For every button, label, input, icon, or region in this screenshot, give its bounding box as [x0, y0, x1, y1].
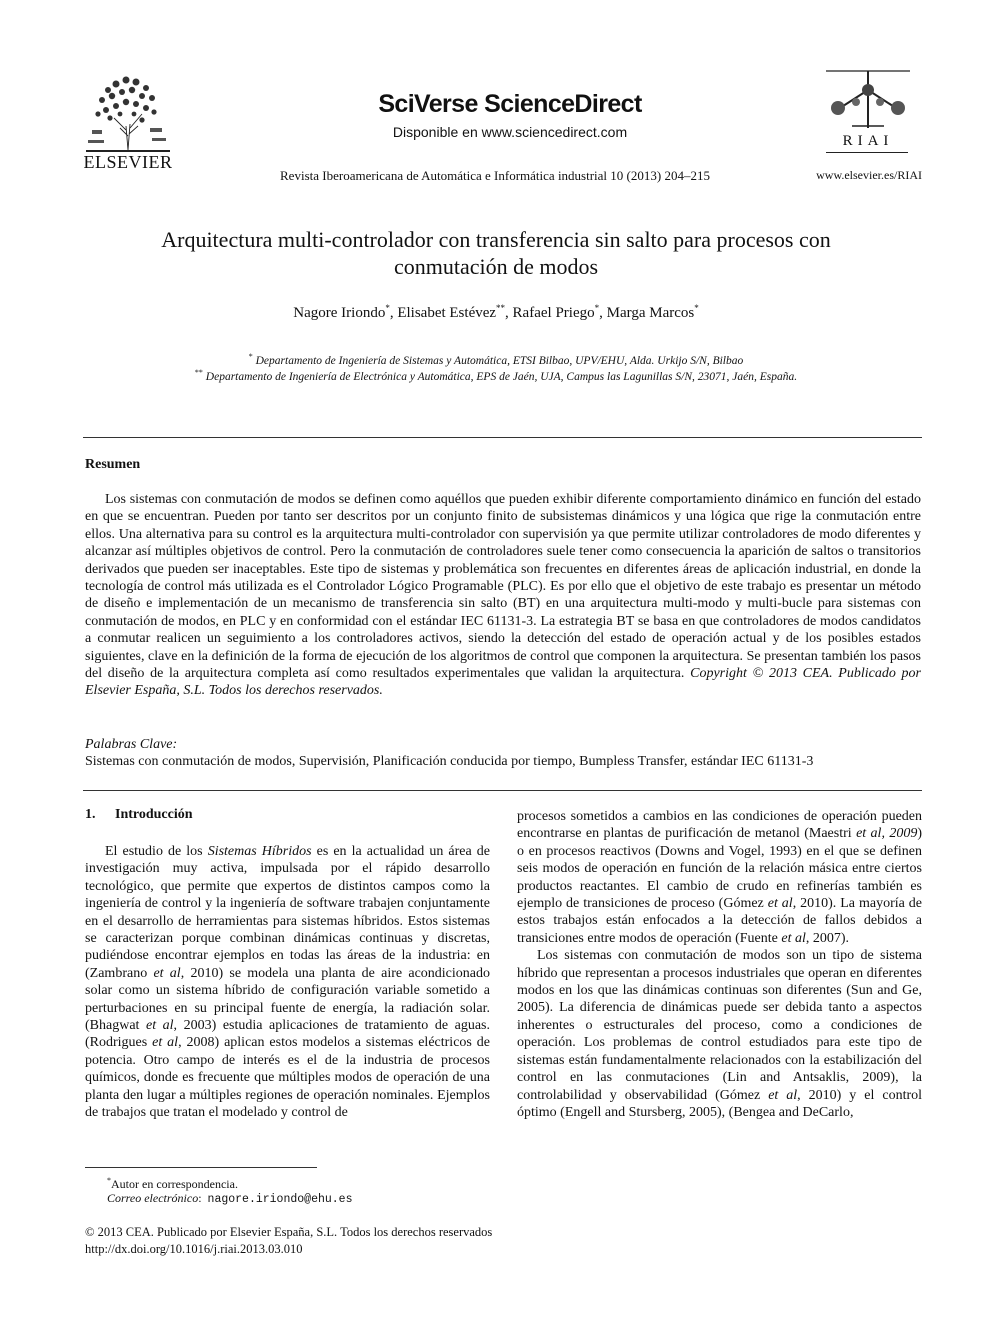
abstract-heading: Resumen	[85, 457, 141, 472]
article-title	[100, 226, 892, 280]
abstract-body	[85, 491, 921, 700]
section-heading	[85, 807, 193, 823]
author-list: Nagore Iriondo*, Elisabet Estévez**, Rafael Priego*, Marga Marcos*	[293, 303, 699, 321]
email-link[interactable]: nagore.iriondo@ehu.es	[207, 1193, 353, 1206]
title-line-2: conmutación de modos	[393, 254, 599, 279]
author-name: Rafael Priego	[512, 305, 595, 321]
email-label: Correo electrónico	[107, 1191, 199, 1205]
journal-citation: Revista Iberoamericana de Automática e Informática industrial 10 (2013) 204–215	[280, 168, 710, 183]
author-name: Nagore Iriondo	[293, 305, 386, 321]
keywords-text: Sistemas con conmutación de modos, Supervisión, Planificación conducida por tiempo, Bumpless Transfer, estándar IEC 61131-3	[85, 754, 814, 769]
author-mark: *	[694, 303, 699, 313]
copyright-line: © 2013 CEA. Publicado por Elsevier España, S.L. Todos los derechos reservados	[85, 1225, 493, 1239]
affiliation-text: Departamento de Ingeniería de Electrónica y Automática, EPS de Jaén, UJA, Campus las Lagunillas S/N, 23071, Jaén, España.	[205, 370, 798, 383]
author-mark: *	[385, 303, 390, 313]
abstract-text: Los sistemas con conmutación de modos se definen como aquéllos que pueden exhibir diferente comportamiento dinámico en función del estado en que se encuentran. Pueden por tanto ser descritos por un conjunto finito de subsistemas dinámicos y una lógica que rige la conmutación entre ellos. Una alternativa para su control es la arquitectura multi-controlador con supervisión ya que permite utilizar controladores de modo diferentes y alcanzar así múltiples objetivos de control. Pero la conmutación de controladores suele tener como consecuencia la aparición de saltos o transitorios derivados que pueden ser inaceptables. Este tipo de sistemas y problemática son frecuentes en diferentes áreas de aplicación industrial, en donde la tecnología de control más utilizada es el Controlador Lógico Programable (PLC). Es por ello que el objetivo de este trabajo es presentar un método de diseño e implementación de un mecanismo de transferencia sin salto (BT) en una arquitectura multi-modo y multi-bucle para sistemas con conmutación de modos, en PLC y en conformidad con el estándar IEC 61131-3. La estrategia BT se basa en que controladores de modos candidatos a conmutar realicen un seguimiento a los controladores activos, siendo la detección del estado de operación actual y de los posibles estados siguientes, clave en la definición de la forma de ejecución de los algoritmos de control que componen la arquitectura. Se presentan también los pasos del diseño de la arquitectura completa así como resultados experimentales que validan la arquitectura.	[85, 492, 921, 682]
affiliation-mark: **	[194, 368, 203, 377]
affiliation-2	[100, 368, 892, 383]
author-mark: **	[496, 303, 506, 313]
availability-text: Disponible en www.sciencedirect.com	[392, 124, 628, 140]
paragraph: El estudio de los Sistemas Híbridos es en la actualidad un área de investigación muy activa, impulsada por el rápido desarrollo tecnológico, que permite que expertos de distintos campos como la ingeniería de control y la ingeniería de software trabajen conjuntamente en el desarrollo de herramientas para sistemas híbridos. Estos sistemas se caracterizan porque combinan dinámicas continuas y discretas, pudiéndose encontrar ejemplos en todas las áreas de la industria: en (Zambrano et al, 2010) se modela una planta de aire acondicionado solar como un sistema híbrido de configuración variable sometido a perturbaciones en su principal fuente de energía, la radiación solar. (Bhagwat et al, 2003) estudia aplicaciones de tratamiento de aguas. (Rodrigues et al, 2008) aplican estos modelos a sistemas eléctricos de potencia. Otro campo de interés es el de la industria de procesos químicos, donde es frecuente que múltiples modos de operación de una planta den lugar a múltiples regiones de operación nominales. Ejemplos de trabajos que tratan el modelado y control de	[85, 844, 490, 1121]
author-name: Marga Marcos	[606, 305, 695, 321]
divider	[83, 790, 922, 791]
left-column	[85, 843, 490, 1122]
affiliation-text: Departamento de Ingeniería de Sistemas y Automática, ETSI Bilbao, UPV/EHU, Alda. Urkijo S/N, Bilbao	[255, 354, 744, 367]
journal-url[interactable]: www.elsevier.es/RIAI	[816, 168, 922, 182]
title-line-1: Arquitectura multi-controlador con transferencia sin salto para procesos con	[161, 227, 831, 252]
keywords-heading: Palabras Clave:	[85, 737, 178, 752]
doi-link[interactable]: http://dx.doi.org/10.1016/j.riai.2013.03.010	[85, 1242, 303, 1256]
abstract-copyright: Copyright © 2013 CEA. Publicado por Elsevier España, S.L. Todos los derechos reservados.	[85, 666, 922, 699]
section-number: 1.	[85, 807, 96, 822]
footnote-divider	[85, 1167, 317, 1168]
right-column	[517, 808, 922, 1121]
footnote-email: Correo electrónico: nagore.iriondo@ehu.es	[107, 1191, 353, 1206]
platform-name: SciVerse ScienceDirect	[378, 90, 642, 118]
journal-logo-text: RIAI	[842, 133, 894, 149]
author-mark: *	[594, 303, 600, 313]
paragraph: Los sistemas con conmutación de modos son un tipo de sistema híbrido que representan a procesos industriales que operan en diferentes modos en los que las dinámicas continuas son diferentes (Sun and Ge, 2005). La diferencia de dinámicas puede ser debida tanto a aspectos inherentes o estructurales del proceso, como a condiciones de operación. Los problemas de control estudiados para este tipo de sistemas están fundamentalmente relacionados con la estabilización del control en las conmutaciones (Lin and Antsaklis, 2009), la controlabilidad y observabilidad (Gómez et al, 2010) y el control óptimo (Engell and Stursberg, 2005), (Bengea and DeCarlo,	[517, 948, 923, 1120]
divider	[83, 437, 922, 438]
publisher-name: ELSEVIER	[83, 152, 173, 172]
logo-underline	[826, 152, 908, 153]
author-name: Elisabet Estévez	[397, 305, 497, 321]
section-title: Introducción	[115, 807, 193, 822]
affiliation-1	[100, 352, 892, 367]
affiliation-mark: *	[248, 352, 253, 361]
footnote-corresponding: *Autor en correspondencia.	[107, 1176, 238, 1191]
paragraph: procesos sometidos a cambios en las condiciones de operación pueden encontrarse en plantas de purificación de metanol (Maestri et al, 2009) o en procesos reactivos (Downs and Vogel, 1993) en el que se definen seis modos de operación en función de la relación másica entre ciertos productos reactantes. El cambio de crudo en refinerías también es ejemplo de transiciones de proceso (Gómez et al, 2010). La mayoría de estos trabajos están enfocados a la detección de fallos debidos a transiciones entre modos de operación (Fuente et al, 2007).	[517, 809, 922, 946]
